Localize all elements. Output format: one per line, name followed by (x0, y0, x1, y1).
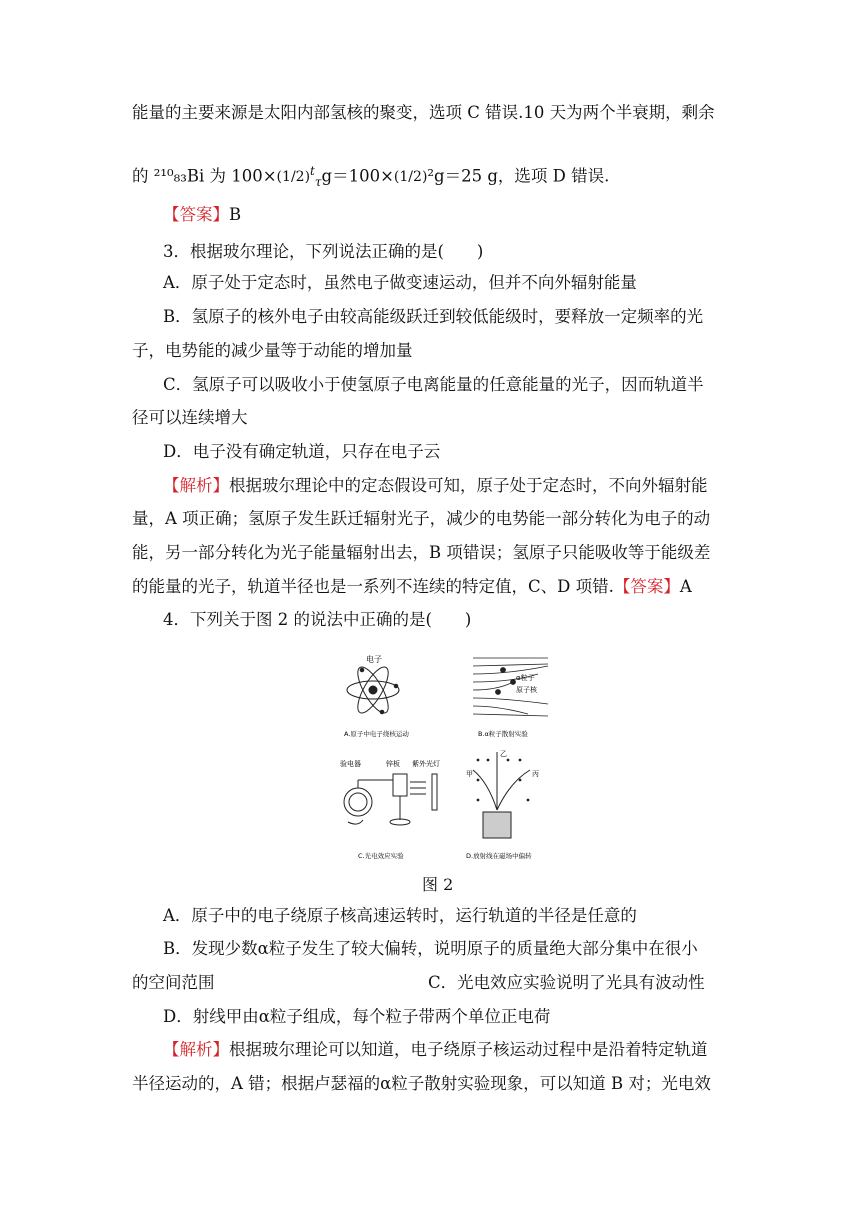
panel-c-label-electroscope: 验电器 (340, 760, 361, 768)
panel-b-caption: B.α粒子散射实验 (478, 730, 528, 738)
q3-option-b-cont: 子，电势能的减少量等于动能的增加量 (132, 341, 413, 360)
question-4: 4．下列关于图 2 的说法中正确的是( ) (163, 610, 472, 629)
q4-option-d: D．射线甲由α粒子组成，每个粒子带两个单位正电荷 (163, 1007, 551, 1026)
q3-option-b: B．氢原子的核外电子由较高能级跃迁到较低能级时，要释放一定频率的光 (163, 307, 704, 326)
panel-c-caption: C.光电效应实验 (358, 852, 404, 860)
explanation-3: 【解析】根据玻尔理论中的定态假设可知，原子处于定态时，不向外辐射能 (163, 476, 708, 495)
explanation-3-line-2: 量，A 项正确；氢原子发生跃迁辐射光子，减少的电势能一部分转化为电子的动 (132, 509, 711, 528)
panel-b-label-nucleus: 原子核 (516, 686, 537, 694)
q4-option-b-cont: 的空间范围 (132, 973, 215, 992)
panel-d-label-yi: 乙 (500, 750, 507, 758)
q3-option-a: A．原子处于定态时，虽然电子做变速运动，但并不向外辐射能量 (163, 273, 637, 292)
panel-a-label: 电子 (366, 655, 382, 664)
q4-option-a: A．原子中的电子绕原子核高速运转时，运行轨道的半径是任意的 (163, 906, 637, 925)
text-line-2: 的 ²¹⁰₈₃Bi 为 $100\times(1/2)^t_\tau g=100\times(1/2)^2g=25$ g，选项 D 错误. (132, 164, 610, 189)
panel-d-radiation (473, 752, 530, 838)
fraction-half: (1/2) (276, 169, 311, 185)
explanation-3-line-4: 的能量的光子，轨道半径也是一系列不连续的特定值，C、D 项错.【答案】A (132, 577, 692, 596)
explanation-4-line-2: 半径运动的，A 错；根据卢瑟福的α粒子散射实验现象，可以知道 B 对；光电效 (132, 1074, 711, 1093)
q3-option-d: D．电子没有确定轨道，只存在电子云 (163, 442, 441, 461)
panel-b-label-alpha: α粒子 (516, 674, 535, 682)
panel-a-caption: A.原子中电子绕核运动 (344, 730, 409, 738)
text-line-1: 能量的主要来源是太阳内部氢核的聚变，选项 C 错误.10 天为两个半衰期，剩余 (132, 103, 715, 122)
q4-option-c: C．光电效应实验说明了光具有波动性 (428, 973, 705, 992)
figure-2 (338, 652, 558, 864)
question-3: 3．根据玻尔理论，下列说法正确的是( ) (163, 242, 484, 261)
panel-a-atom (347, 663, 399, 717)
panel-c-photoelectric (344, 774, 437, 825)
q3-option-c-cont: 径可以连续增大 (132, 408, 248, 427)
answer-1: 【答案】B (163, 205, 242, 224)
q4-option-b: B．发现少数α粒子发生了较大偏转，说明原子的质量绝大部分集中在很小 (163, 939, 698, 958)
panel-c-label-zinc: 锌板 (386, 760, 400, 768)
panel-d-label-jia: 甲 (466, 770, 473, 778)
panel-d-label-bing: 丙 (532, 770, 539, 778)
panel-c-label-uv: 紫外光灯 (412, 760, 440, 768)
q3-option-c: C．氢原子可以吸收小于使氢原子电离能量的任意能量的光子，因而轨道半 (163, 375, 704, 394)
explanation-3-line-3: 能，另一部分转化为光子能量辐射出去，B 项错误；氢原子只能吸收等于能级差 (132, 543, 711, 562)
figure-caption: 图 2 (422, 875, 454, 894)
explanation-4: 【解析】根据玻尔理论可以知道，电子绕原子核运动过程中是沿着特定轨道 (163, 1040, 708, 1059)
panel-d-caption: D.放射线在磁场中偏转 (466, 852, 532, 860)
